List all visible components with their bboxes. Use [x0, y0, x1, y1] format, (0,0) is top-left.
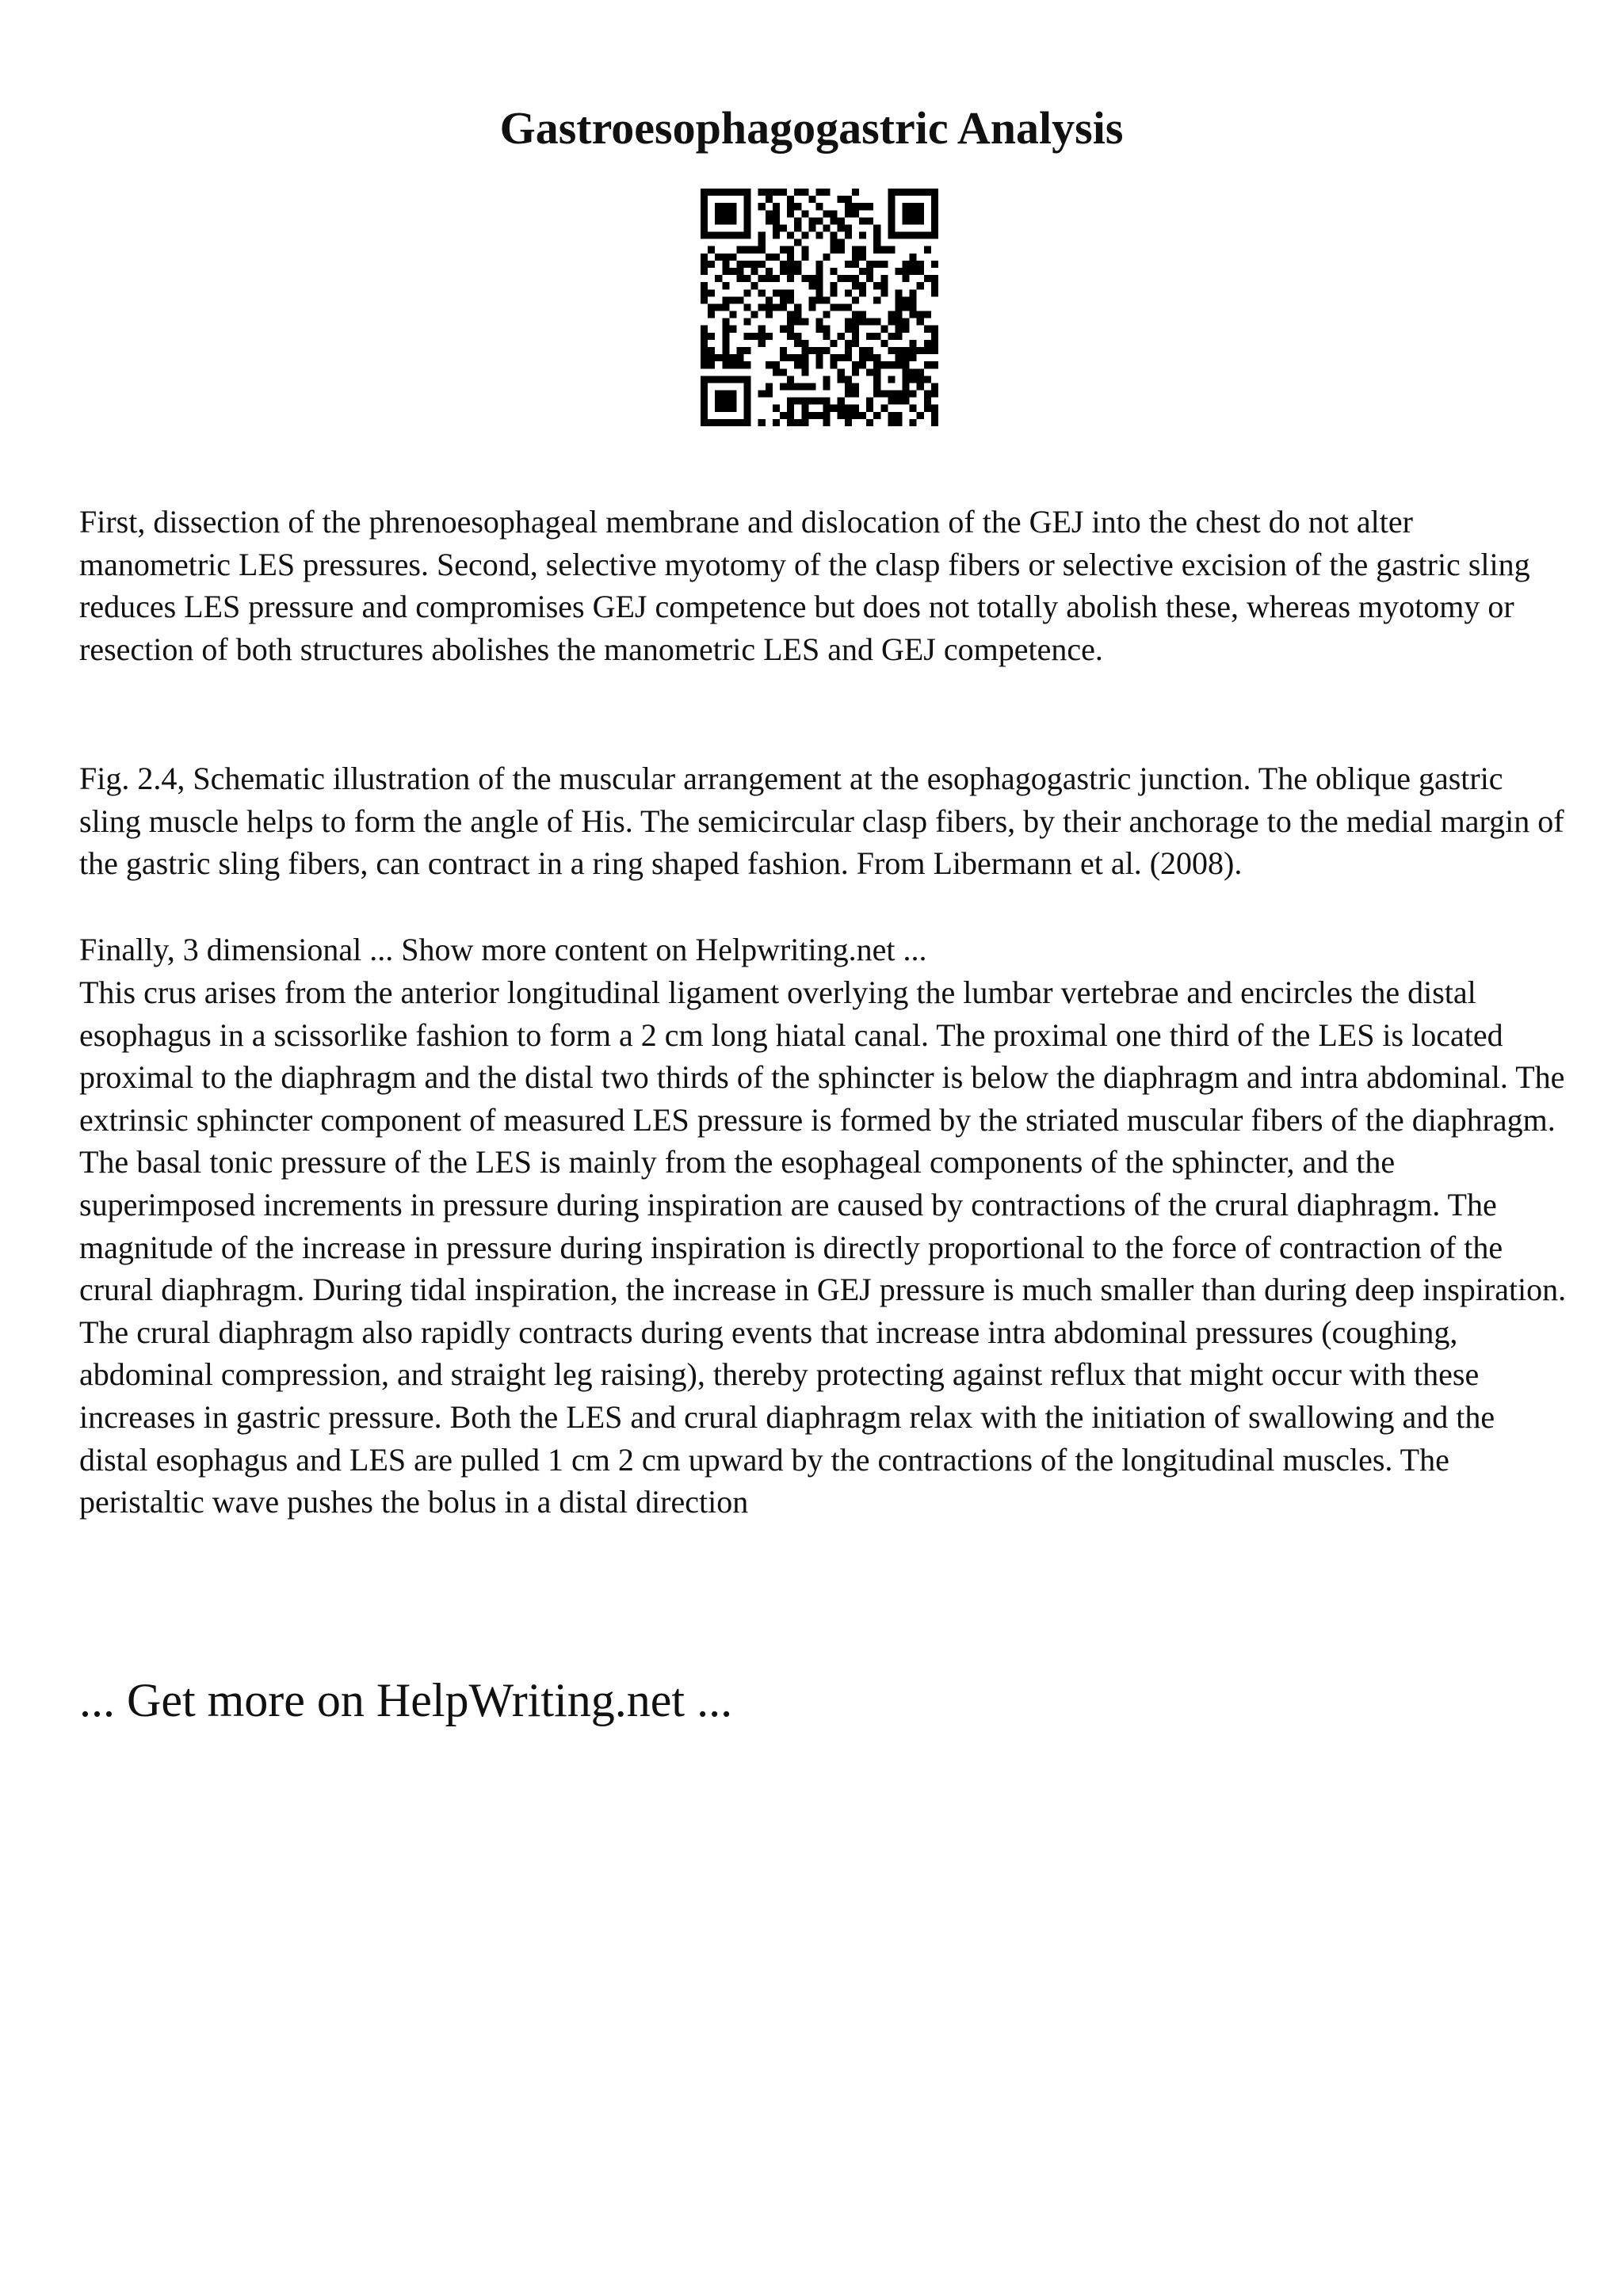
paragraph-1: First, dissection of the phrenoesophageal membrane and dislocation of the GEJ into the chest do not alter manometric LES pressures. Second, selective myotomy of the clasp fibers or selective excision of the gastric sling reduces LES pressure and compromises GEJ competence but does not totally abolish these, whereas myotomy or resection of both structures abolishes the manometric LES and GEJ competence. — [79, 504, 1530, 667]
paragraph-4: This crus arises from the anterior longitudinal ligament overlying the lumbar vertebrae and encircles the distal esophagus in a scissorlike fashion to form a 2 cm long hiatal canal. The proximal one third of the LES is located proximal to the diaphragm and the distal two thirds of the sphincter is below the diaphragm and intra abdominal. The extrinsic sphincter component of measured LES pressure is formed by the striated muscular fibers of the diaphragm. The basal tonic pressure of the LES is mainly from the esophageal components of the sphincter, and the superimposed increments in pressure during inspiration are caused by contractions of the crural diaphragm. The magnitude of the increase in pressure during inspiration is directly proportional to the force of contraction of the crural diaphragm. During tidal inspiration, the increase in GEJ pressure is much smaller than during deep inspiration. The crural diaphragm also rapidly contracts during events that increase intra abdominal pressures (coughing, abdominal compression, and straight leg raising), thereby protecting against reflux that might occur with these increases in gastric pressure. Both the LES and crural diaphragm relax with the initiation of swallowing and the distal esophagus and LES are pulled 1 cm 2 cm upward by the contractions of the longitudinal muscles. The peristaltic wave pushes the bolus in a distal direction — [79, 974, 1567, 1520]
get-more-link[interactable]: ... Get more on HelpWriting.net ... — [79, 1674, 733, 1726]
qr-code-icon[interactable] — [701, 189, 938, 426]
page-title: Gastroesophagogastric Analysis — [499, 102, 1124, 154]
paragraph-2-figure-caption: Fig. 2.4, Schematic illustration of the muscular arrangement at the esophagogastric junction. The oblique gastric sling muscle helps to form the angle of His. The semicircular clasp fibers, by their anchorage to the medial margin of the gastric sling fibers, can contract in a ring shaped fashion. From Libermann et al. (2008). — [79, 761, 1564, 882]
paragraph-3-show-more[interactable]: Finally, 3 dimensional ... Show more content on Helpwriting.net ... — [79, 932, 927, 967]
